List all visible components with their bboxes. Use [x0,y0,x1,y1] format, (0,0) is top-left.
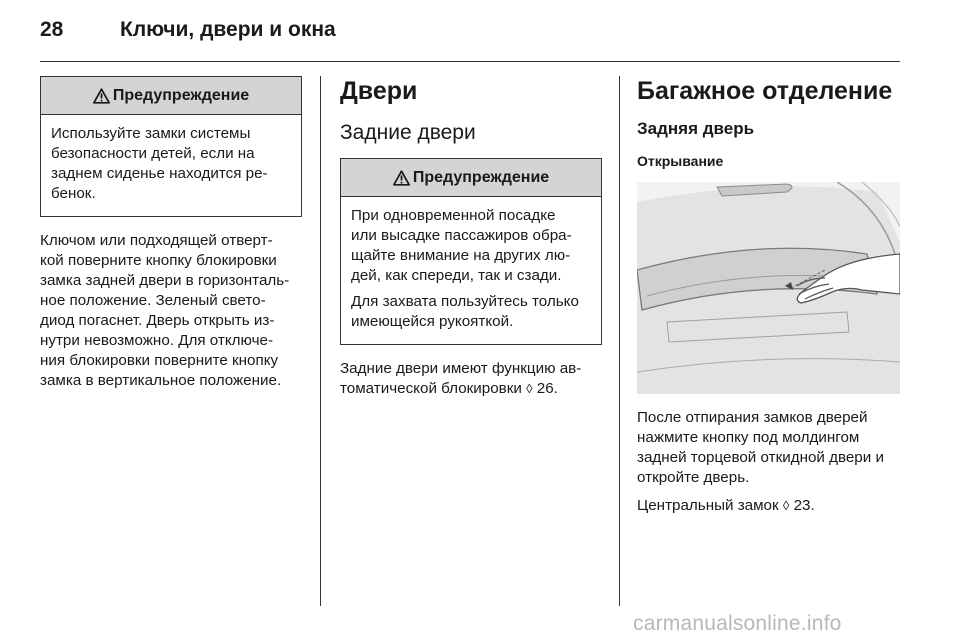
body-paragraph: После отпирания замков дверей нажмите кнопку под молдингом задней торцевой откидной двери и откройте дверь. [637,409,884,486]
sub-subsection-heading: Открывание [637,153,724,169]
page-reference-icon[interactable]: ◊ [526,381,533,396]
page-reference[interactable]: 23. [793,497,815,514]
running-title: Ключи, двери и окна [120,18,336,41]
warning-box [340,158,602,345]
cross-reference-paragraph: Центральный замок ◊ 23. [637,497,815,514]
warning-box [40,76,302,217]
warning-title: Предупреждение [412,168,550,186]
warning-text: Для захвата пользуйтесь только имеющейся рукояткой. [351,293,579,330]
header-rule [40,61,900,62]
page-reference-icon[interactable]: ◊ [782,498,790,513]
page-number: 28 [40,18,64,41]
column-middle [340,76,602,407]
column-divider [619,76,620,606]
page-reference[interactable]: 26. [536,380,558,397]
column-right [637,76,900,524]
warning-triangle-icon [93,88,110,104]
subsection-heading: Задние двери [340,121,476,144]
subsection-heading: Задняя дверь [637,119,755,138]
warning-header [341,159,601,197]
section-heading: Багажное отделение [637,77,893,105]
warning-body [341,197,601,344]
section-heading: Двери [340,77,418,105]
warning-triangle-icon [393,170,410,186]
watermark: carmanualsonline.info [633,612,842,635]
warning-header [41,77,301,115]
tailgate-hand-illustration [637,182,900,394]
body-paragraph: Задние двери имеют функцию ав- томатической блокировки ◊ 26. [340,360,582,397]
column-left [40,76,302,399]
warning-text: Используйте замки системы безопасности детей, если на заднем сиденье находится ре- бенок. [51,125,268,202]
column-divider [320,76,321,606]
warning-text: При одновременной посадке или высадке пассажиров обра- щайте внимание на других лю- дей, как спереди, так и сзади. [351,207,572,284]
warning-title: Предупреждение [112,86,250,104]
body-paragraph: Ключом или подходящей отверт- кой поверните кнопку блокировки замка задней двери в горизонталь- ное положение. Зеленый свето- диод погаснет. Дверь открыть из- нутри невозможно. Для отключе- ния блокировки поверните кнопку замка в вертикальное положение. [40,232,290,389]
page-header [40,18,336,48]
tailgate-illustration [637,182,900,394]
warning-body [41,115,301,216]
